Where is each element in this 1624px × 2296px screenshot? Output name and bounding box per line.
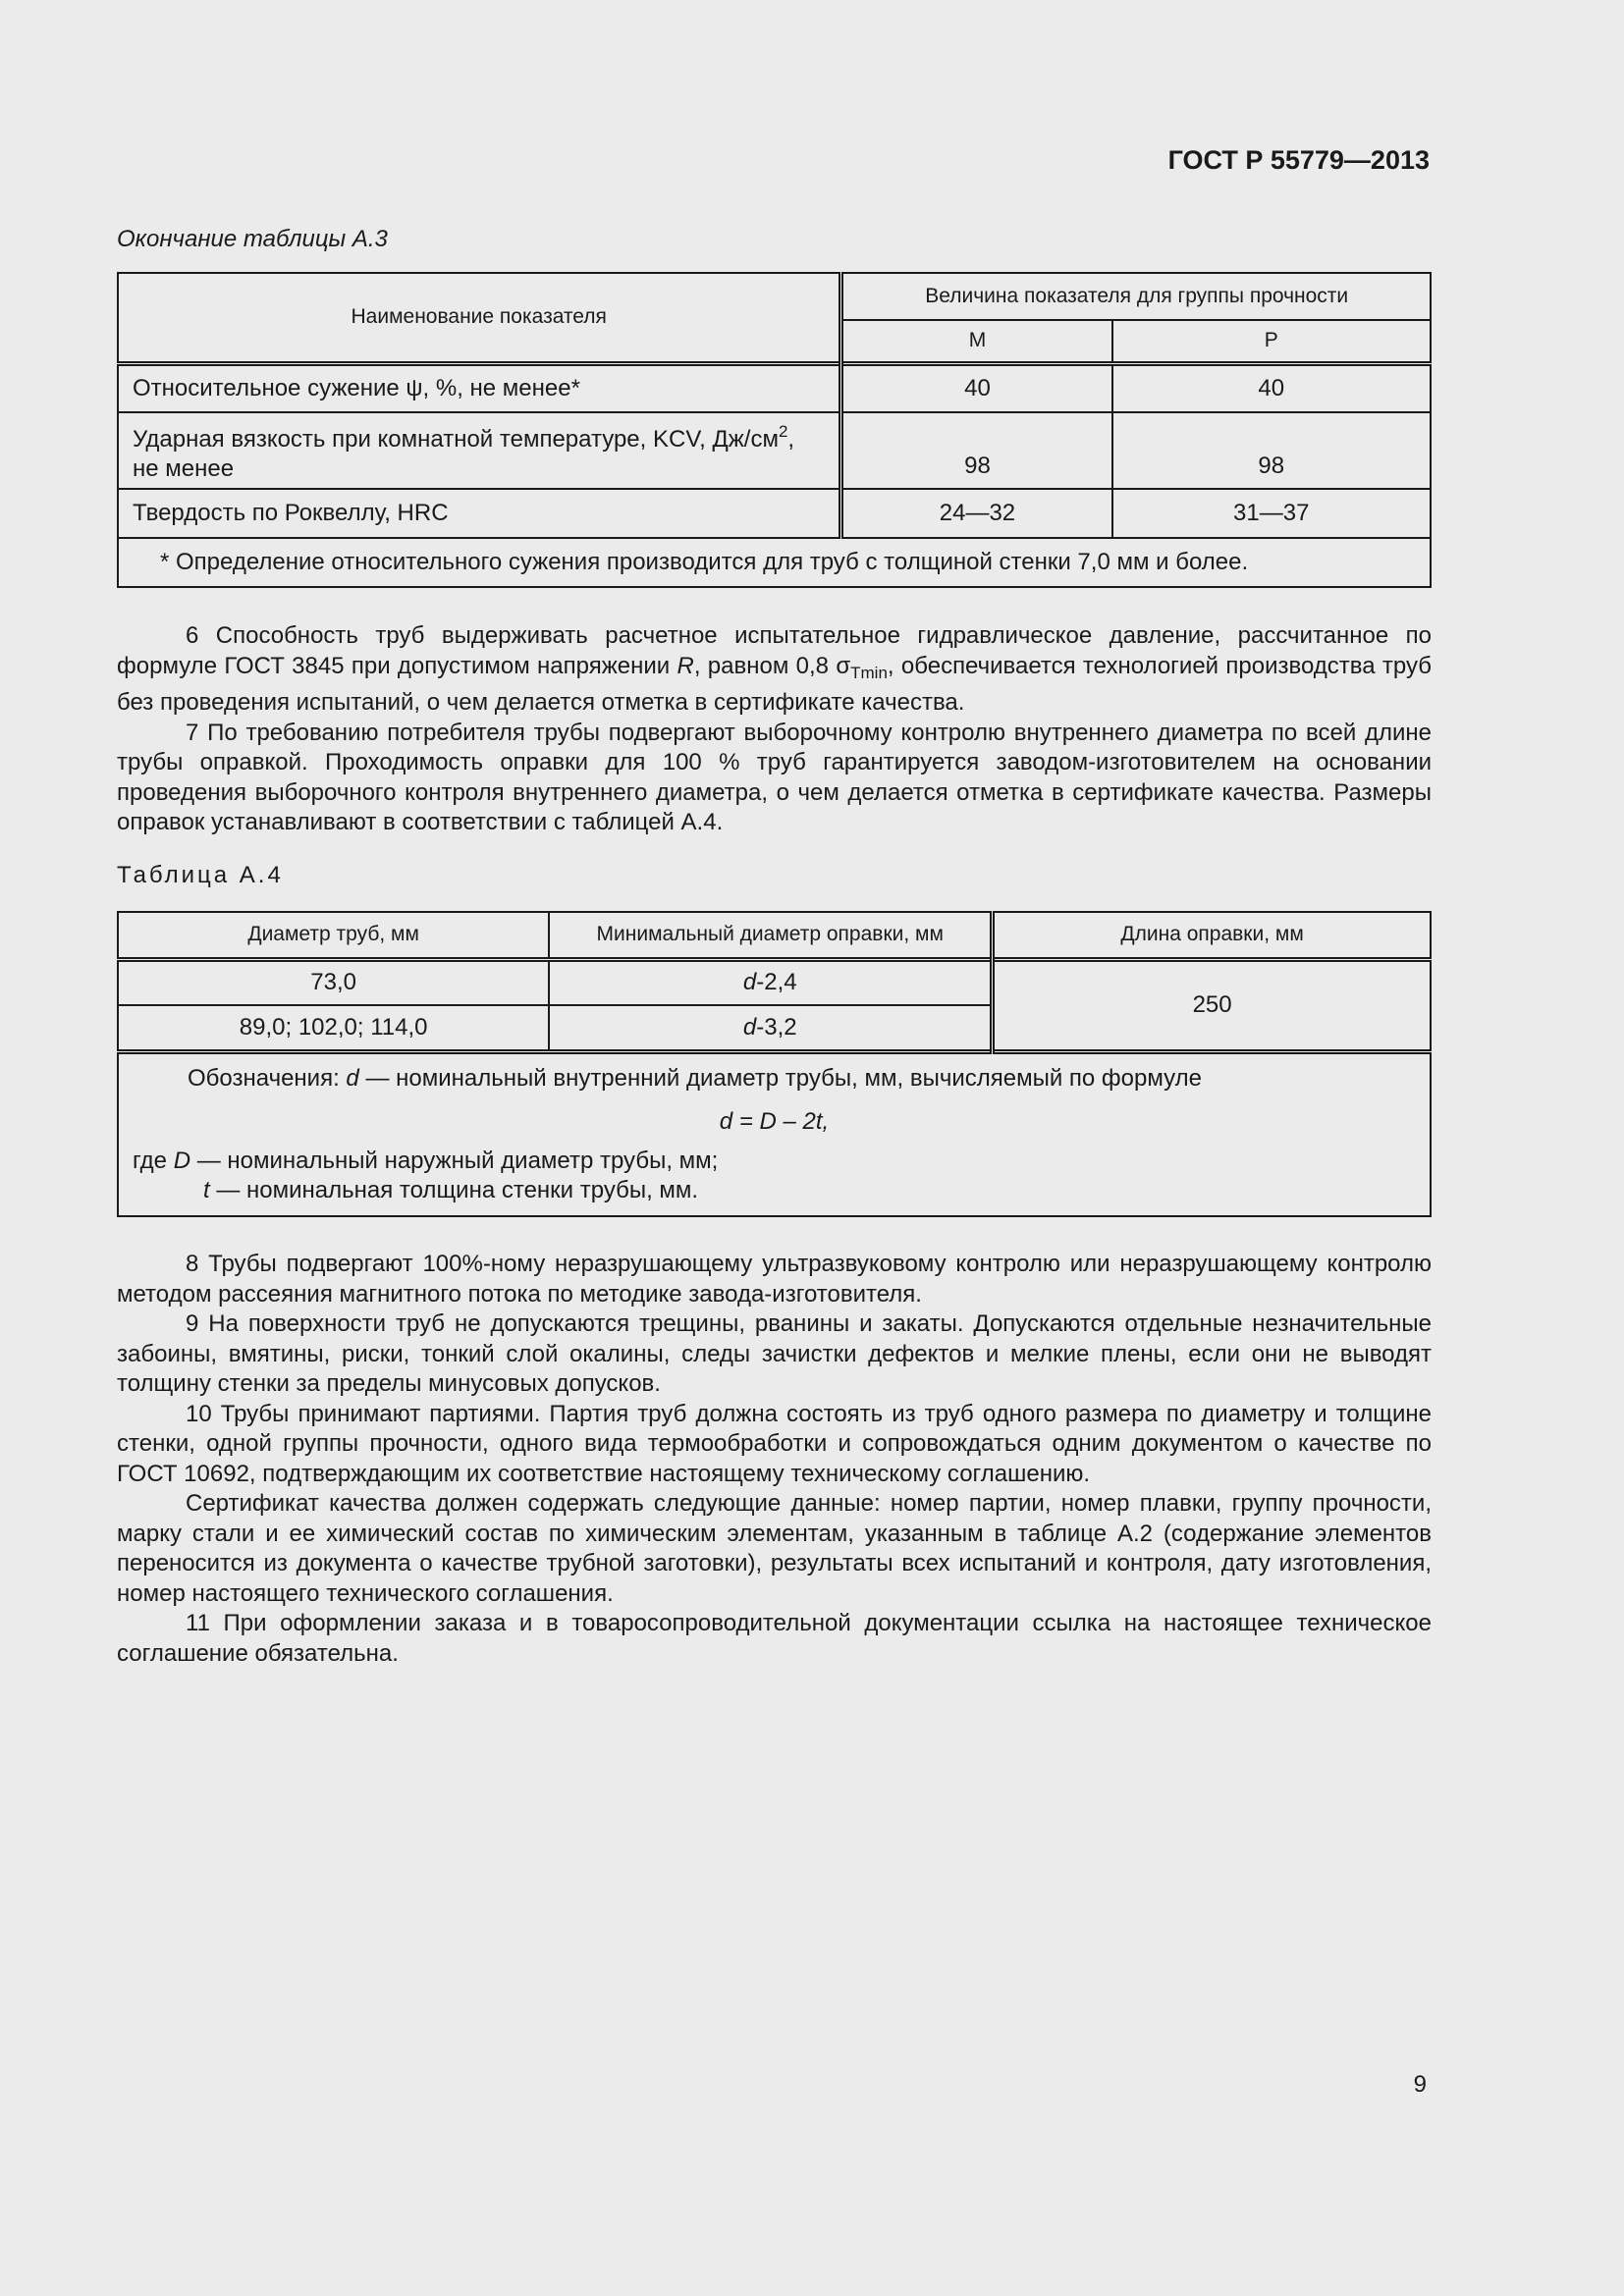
notes-line-3 <box>133 1176 1416 1205</box>
table-a3-row2-p: 98 <box>1112 412 1432 489</box>
table-row <box>118 489 1431 538</box>
table-a3-header-name: Наименование показателя <box>118 273 841 363</box>
paragraph-6-part1: 6 Способность труб выдерживать расчетное испытательное гидравлическое давление, рассчитанное по формуле ГОСТ 3845 при допустимом напряжении <box>117 622 1432 679</box>
paragraph-6-part2: , равном 0,8 σ <box>693 652 851 679</box>
table-a3-row3-name: Твердость по Роквеллу, HRC <box>118 489 841 538</box>
table-row <box>118 412 1431 489</box>
table-a4-row2-mandrel <box>549 1005 992 1051</box>
notes-line-1 <box>133 1064 1416 1094</box>
notes-line-2 <box>133 1147 1416 1176</box>
table-a4-row1-mandrel <box>549 959 992 1005</box>
paragraphs-8-11 <box>117 1250 1432 1669</box>
table-a3-header-group: Величина показателя для группы прочности <box>841 273 1431 320</box>
paragraphs-6-7 <box>117 621 1432 838</box>
table-a4-length: 250 <box>993 959 1431 1051</box>
table-a3-row2-name <box>118 412 841 489</box>
notes-var-d: d <box>346 1064 359 1092</box>
table-a4-header-mandrel: Минимальный диаметр оправки, мм <box>549 912 992 959</box>
table-a4-row2-var: d <box>742 1013 757 1041</box>
table-a4-caption: Таблица А.4 <box>117 862 284 888</box>
table-row <box>118 959 1431 1005</box>
table-a4-header-diameter: Диаметр труб, мм <box>118 912 549 959</box>
table-a3-footnote: * Определение относительного сужения производится для труб с толщиной стенки 7,0 мм и более. <box>118 538 1431 587</box>
table-a3-row1-name: Относительное сужение ψ, %, не менее* <box>118 363 841 412</box>
table-a4-row1-var: d <box>742 969 757 996</box>
table-a3-row2-name-line2: не менее <box>133 455 235 482</box>
table-a3-row1-p: 40 <box>1112 363 1432 412</box>
paragraph-9: 9 На поверхности труб не допускаются трещины, рванины и закаты. Допускаются отдельные незначительные забоины, вмятины, риски, тонкий слой окалины, следы зачистки дефектов и мелкие плены, если они не выводят толщину стенки за пределы минусовых допусков. <box>117 1310 1432 1397</box>
table-footnote-row <box>118 538 1431 587</box>
notes-formula <box>133 1107 1416 1137</box>
table-a4 <box>117 911 1432 1217</box>
notes-var-t: t <box>203 1176 210 1203</box>
page-number: 9 <box>1413 2071 1427 2098</box>
notes-line-2-text: — номинальный наружный диаметр трубы, мм; <box>190 1147 719 1174</box>
paragraph-6-sub: Tmin <box>850 663 888 682</box>
table-a4-header-length: Длина оправки, мм <box>993 912 1431 959</box>
notes-label: Обозначения: <box>188 1064 347 1092</box>
notes-var-D: D <box>173 1147 191 1174</box>
table-notes-row <box>118 1051 1431 1216</box>
table-a3 <box>117 272 1432 588</box>
table-a3-row1-m: 40 <box>841 363 1112 412</box>
notes-line-3-text: — номинальная толщина стенки трубы, мм. <box>209 1176 699 1203</box>
table-a3-row3-m: 24—32 <box>841 489 1112 538</box>
notes-where: где <box>133 1147 174 1174</box>
table-a3-row2-name-line1: Ударная вязкость при комнатной температуре, KCV, Дж/см <box>133 426 779 453</box>
paragraph-certificate: Сертификат качества должен содержать следующие данные: номер партии, номер плавки, группу прочности, марку стали и ее химический состав по химическим элементам, указанным в таблице А.2 (содержание элементов переносится из документа о качестве трубной заготовки), результаты всех испытаний и контроля, дату изготовления, номер настоящего технического соглашения. <box>117 1490 1432 1607</box>
table-a3-header-m: М <box>841 320 1112 363</box>
paragraph-11: 11 При оформлении заказа и в товаросопроводительной документации ссылка на настоящее техническое соглашение обязательна. <box>117 1610 1432 1667</box>
table-a4-row2-diameter: 89,0; 102,0; 114,0 <box>118 1005 549 1051</box>
document-header: ГОСТ Р 55779—2013 <box>1167 145 1430 175</box>
paragraph-6-r: R <box>677 652 694 679</box>
table-a3-row2-tail: , <box>787 426 795 453</box>
notes-line-1-text: — номинальный внутренний диаметр трубы, мм, вычисляемый по формуле <box>358 1064 1202 1092</box>
paragraph-6-part3: , обеспечивается технологией производства труб без проведения испытаний, о чем делается отметка в сертификате качества. <box>117 652 1432 716</box>
formula-text: d = D – 2t, <box>719 1107 830 1135</box>
table-row <box>118 363 1431 412</box>
paragraph-8: 8 Трубы подвергают 100%-ному неразрушающему ультразвуковому контролю или неразрушающему контролю методом рассеяния магнитного потока по методике завода-изготовителя. <box>117 1251 1432 1308</box>
table-a4-row2-value: -3,2 <box>756 1013 797 1041</box>
table-a3-header-p: Р <box>1112 320 1432 363</box>
table-a4-row1-value: -2,4 <box>756 969 797 996</box>
table-a3-row2-sup: 2 <box>778 422 788 441</box>
paragraph-7: 7 По требованию потребителя трубы подвергают выборочному контролю внутреннего диаметра по всей длине трубы оправкой. Проходимость оправки для 100 % труб гарантируется заводом-изготовителем на основании проведения выборочного контроля внутреннего диаметра, о чем делается отметка в сертификате качества. Размеры оправок устанавливают в соответствии с таблицей А.4. <box>117 719 1432 835</box>
paragraph-10: 10 Трубы принимают партиями. Партия труб должна состоять из труб одного размера по диаметру и толщине стенки, одной группы прочности, одного вида термообработки и сопровождаться одним документом о качестве по ГОСТ 10692, подтверждающим их соответствие настоящему техническому соглашению. <box>117 1400 1432 1487</box>
table-a3-row3-p: 31—37 <box>1112 489 1432 538</box>
table-a3-caption: Окончание таблицы А.3 <box>117 226 388 252</box>
paragraph-6 <box>117 621 1432 719</box>
table-a4-row1-diameter: 73,0 <box>118 959 549 1005</box>
table-a3-row2-m: 98 <box>841 412 1112 489</box>
table-a4-notes <box>118 1051 1431 1216</box>
